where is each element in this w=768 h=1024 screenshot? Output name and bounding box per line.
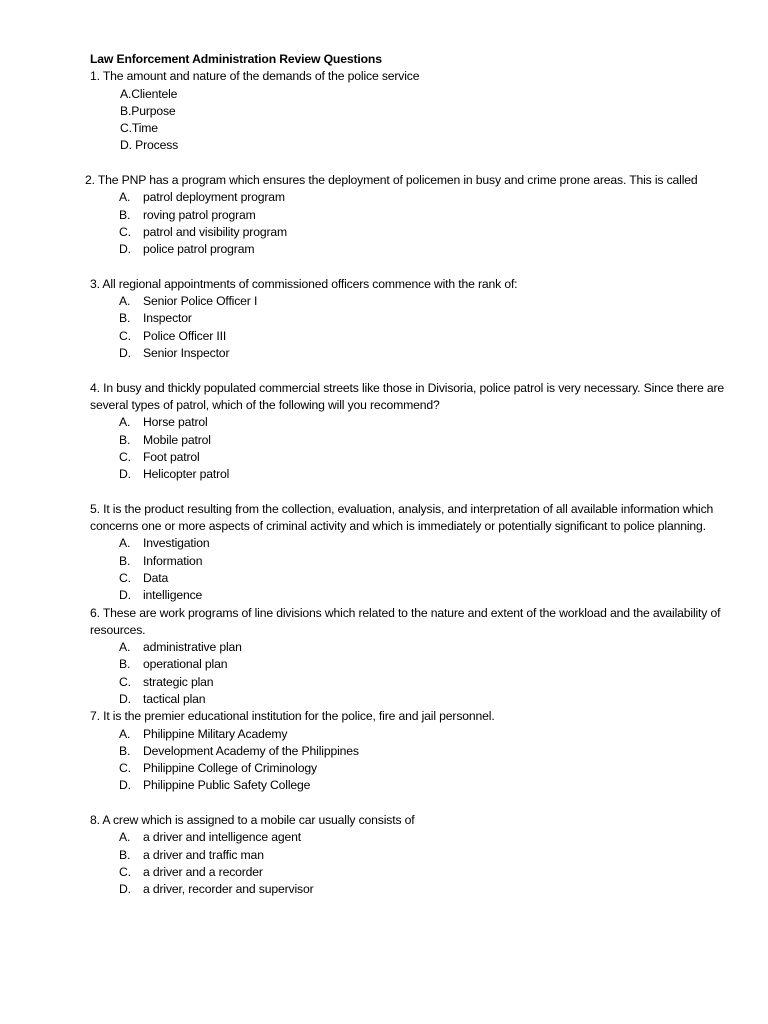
option-a (90, 829, 750, 846)
option-text: administrative plan (143, 640, 242, 655)
option-text: roving patrol program (143, 207, 256, 222)
option-d (90, 691, 750, 708)
spacer (90, 155, 750, 172)
option-letter: D. (119, 588, 131, 603)
question-text: 5. It is the product resulting from the collection, evaluation, analysis, and interpretation of all available information which concerns one or more aspects of criminal activity and which is immediately or potentially significant to police planning. (90, 501, 714, 534)
option-letter: C. (119, 864, 131, 879)
option-text: Senior Police Officer I (143, 294, 258, 309)
option-letter: D. (119, 882, 131, 897)
document-title: Law Enforcement Administration Review Questions (90, 52, 382, 66)
question-4 (90, 380, 750, 484)
option-text: Information (143, 553, 203, 568)
option-letter: B. (119, 657, 131, 672)
question-6 (90, 605, 750, 709)
option-text: Helicopter patrol (143, 467, 230, 482)
option-b (90, 207, 750, 224)
option-text: Police Officer III (143, 328, 227, 343)
option-letter: D. (119, 467, 131, 482)
option-letter: A. (119, 830, 131, 845)
option-b (90, 847, 750, 864)
option-text: strategic plan (143, 674, 214, 689)
option-d (90, 241, 750, 258)
option-list (90, 189, 750, 258)
option-text: a driver and intelligence agent (143, 830, 301, 845)
option-c (90, 449, 750, 466)
option-text: police patrol program (143, 242, 255, 257)
option-a (90, 535, 750, 552)
option-d (90, 881, 750, 898)
question-text: 2. The PNP has a program which ensures the deployment of policemen in busy and crime prone areas. This is called (85, 173, 698, 188)
option-letter: A. (119, 536, 131, 551)
option-letter: D. (119, 242, 131, 257)
option-text: Philippine Public Safety College (143, 778, 311, 793)
option-letter: D. (119, 691, 131, 706)
option-c (90, 570, 750, 587)
option-letter: A. (119, 640, 131, 655)
option-letter: B. (119, 743, 131, 758)
question-3 (90, 276, 750, 362)
question-5 (90, 501, 750, 605)
option-a (90, 726, 750, 743)
option-text: Inspector (143, 311, 192, 326)
option-text: Philippine Military Academy (143, 726, 288, 741)
option-a (90, 293, 750, 310)
option-text: Foot patrol (143, 449, 200, 464)
option-letter: D. (119, 346, 131, 361)
option-list (90, 535, 750, 604)
option-b (90, 432, 750, 449)
option-b (90, 553, 750, 570)
option-letter: A. (119, 415, 131, 430)
question-text: 8. A crew which is assigned to a mobile car usually consists of (90, 813, 415, 828)
option-text: patrol and visibility program (143, 224, 287, 239)
option-a (90, 414, 750, 431)
option-d (90, 466, 750, 483)
option-list (90, 829, 750, 898)
spacer (90, 483, 750, 500)
option-text: Horse patrol (143, 415, 208, 430)
option-text: Investigation (143, 536, 210, 551)
option-text: Mobile patrol (143, 432, 211, 447)
option-text: tactical plan (143, 691, 206, 706)
question-7 (90, 708, 750, 794)
option-letter: C. (119, 224, 131, 239)
option-a: A.Clientele (120, 86, 178, 101)
option-c (90, 674, 750, 691)
option-text: intelligence (143, 588, 203, 603)
option-c (90, 760, 750, 777)
option-letter: C. (119, 674, 131, 689)
option-letter: D. (119, 778, 131, 793)
option-b: B.Purpose (120, 103, 176, 118)
option-text: a driver and traffic man (143, 847, 264, 862)
option-c: C.Time (120, 121, 158, 136)
option-letter: B. (119, 207, 131, 222)
option-letter: C. (119, 761, 131, 776)
option-list (90, 293, 750, 362)
question-1 (90, 68, 750, 154)
option-letter: A. (119, 726, 131, 741)
question-text: 7. It is the premier educational institution for the police, fire and jail personnel. (90, 709, 495, 724)
option-c (90, 328, 750, 345)
option-letter: B. (119, 432, 131, 447)
question-text: 6. These are work programs of line divisions which related to the nature and extent of the workload and the availability of resources. (90, 605, 721, 637)
option-c (90, 864, 750, 881)
option-d: D. Process (120, 138, 179, 153)
spacer (90, 362, 750, 379)
option-letter: B. (119, 847, 131, 862)
spacer (90, 795, 750, 812)
option-letter: A. (119, 190, 131, 205)
option-list (90, 414, 750, 483)
option-d (90, 345, 750, 362)
option-b (90, 656, 750, 673)
option-letter: B. (119, 553, 131, 568)
option-list (90, 639, 750, 708)
document-body (85, 51, 750, 899)
option-list (90, 726, 750, 795)
option-d (90, 587, 750, 604)
option-list (90, 86, 750, 155)
option-text: a driver and a recorder (143, 864, 263, 879)
option-a (90, 639, 750, 656)
option-letter: C. (119, 570, 131, 585)
option-letter: C. (119, 449, 131, 464)
option-letter: C. (119, 328, 131, 343)
option-text: a driver, recorder and supervisor (143, 882, 314, 897)
option-text: operational plan (143, 657, 228, 672)
option-b (90, 310, 750, 327)
question-text: 4. In busy and thickly populated commercial streets like those in Divisoria, police patrol is very necessary. Since there are several types of patrol, which of the following will you recommend? (90, 380, 725, 412)
option-c (90, 224, 750, 241)
question-2 (85, 172, 750, 258)
option-text: Senior Inspector (143, 346, 230, 361)
option-text: Development Academy of the Philippines (143, 743, 359, 758)
question-text: 1. The amount and nature of the demands of the police service (90, 69, 420, 84)
option-b (90, 743, 750, 760)
option-d (90, 777, 750, 794)
option-a (90, 189, 750, 206)
option-letter: B. (119, 311, 131, 326)
option-text: Data (143, 570, 169, 585)
question-8 (90, 812, 750, 898)
question-text: 3. All regional appointments of commissioned officers commence with the rank of: (90, 276, 518, 291)
option-letter: A. (119, 294, 131, 309)
option-text: patrol deployment program (143, 190, 285, 205)
spacer (90, 259, 750, 276)
option-text: Philippine College of Criminology (143, 761, 317, 776)
